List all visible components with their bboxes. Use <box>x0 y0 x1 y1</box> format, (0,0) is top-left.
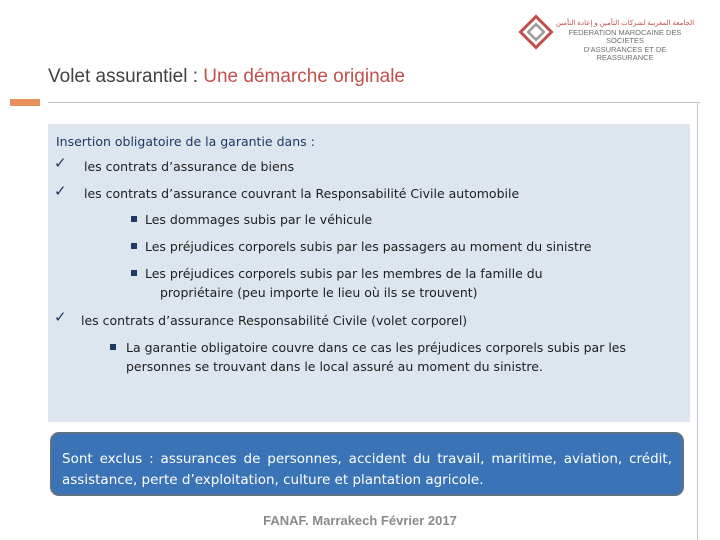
logo-line-2: D'ASSURANCES ET DE REASSURANCE <box>583 44 667 62</box>
logo-arabic-text: الجامعة المغربية لشركات التأمين و إعادة التأمين <box>555 20 695 27</box>
title-rule-accent <box>10 99 40 106</box>
sub-list-item: Les préjudices corporels subis par les membres de la famille du <box>145 266 543 281</box>
sub-list-item: Les préjudices corporels subis par les passagers au moment du sinistre <box>145 239 592 254</box>
list-item: les contrats d’assurance de biens <box>84 159 295 174</box>
sub-list-item-continuation: propriétaire (peu importe le lieu où ils se trouvent) <box>160 285 478 300</box>
list-item: les contrats d’assurance Responsabilité Civile (volet corporel) <box>81 313 468 328</box>
square-bullet-icon <box>131 270 137 276</box>
content-box <box>48 124 690 422</box>
footer-text: FANAF. Marrakech Février 2017 <box>263 513 457 528</box>
right-rule <box>697 102 698 540</box>
title-part-2: Une démarche originale <box>203 66 405 87</box>
checkmark-icon: ✓ <box>54 182 67 200</box>
title-rule <box>48 102 700 103</box>
sub-list-item-continuation: personnes se trouvant dans le local assuré au moment du sinistre. <box>126 359 543 374</box>
square-bullet-icon <box>131 243 137 249</box>
list-item: les contrats d’assurance couvrant la Responsabilité Civile automobile <box>84 186 520 201</box>
logo-line-1: FEDERATION MAROCAINE DES SOCIETES <box>568 27 682 45</box>
sub-list-item: Les dommages subis par le véhicule <box>145 212 373 227</box>
logo-text <box>555 20 695 63</box>
title-part-1: Volet assurantiel : <box>48 66 204 87</box>
fmsar-diamond-logo-icon <box>518 14 554 50</box>
checkmark-icon: ✓ <box>54 154 67 172</box>
exclusions-callout: Sont exclus : assurances de personnes, accident du travail, maritime, aviation, crédit, assistance, perte d’exploitation, culture et plantation agricole. <box>50 432 684 496</box>
square-bullet-icon <box>131 216 137 222</box>
sub-list-item: La garantie obligatoire couvre dans ce cas les préjudices corporels subis par les <box>126 340 627 355</box>
page-title <box>48 66 405 88</box>
intro-text: Insertion obligatoire de la garantie dans : <box>56 134 315 149</box>
square-bullet-icon <box>110 344 116 350</box>
checkmark-icon: ✓ <box>54 308 67 326</box>
